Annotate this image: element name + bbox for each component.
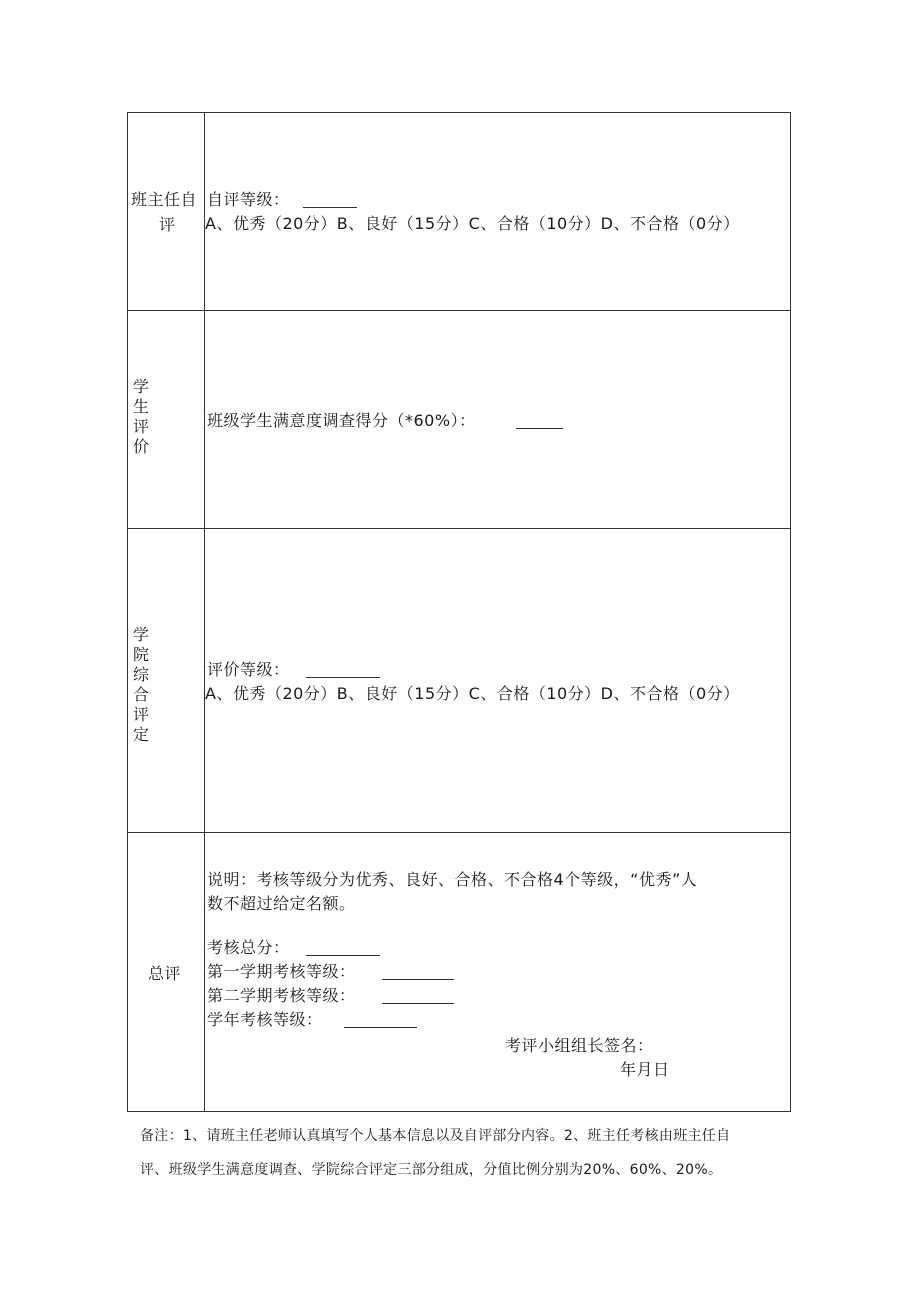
summary-note-line1: 说明：考核等级分为优秀、良好、合格、不合格4个等级，“优秀”人 <box>207 870 698 889</box>
total-score-blank[interactable] <box>306 955 380 956</box>
college-eval-options: A、优秀（20分）B、良好（15分）C、合格（10分）D、不合格（0分） <box>205 684 740 703</box>
total-score-label: 考核总分： <box>207 938 290 957</box>
year-grade-label: 学年考核等级： <box>207 1010 323 1029</box>
self-eval-label-line1: 班主任自 <box>131 190 198 209</box>
self-eval-label-cell <box>128 113 205 310</box>
self-eval-options: A、优秀（20分）B、良好（15分）C、合格（10分）D、不合格（0分） <box>205 214 740 233</box>
term1-grade-label: 第一学期考核等级： <box>207 962 356 981</box>
year-grade-blank[interactable] <box>344 1027 417 1028</box>
summary-label: 总评 <box>148 964 182 983</box>
student-eval-label: 学生评价 <box>132 377 149 456</box>
student-eval-row <box>128 311 790 529</box>
student-eval-content-cell <box>205 311 790 528</box>
student-eval-text: 班级学生满意度调查得分（*60%）： <box>207 411 476 430</box>
college-eval-row <box>128 529 790 833</box>
self-eval-content-cell <box>205 113 790 310</box>
summary-content-cell <box>205 833 790 1111</box>
student-eval-score-blank[interactable] <box>516 428 563 429</box>
college-eval-grade-blank[interactable] <box>306 677 380 678</box>
college-eval-grade-label: 评价等级： <box>207 660 290 679</box>
self-eval-grade-blank[interactable] <box>303 207 357 208</box>
date-label: 年月日 <box>620 1060 670 1079</box>
evaluation-table <box>127 112 791 1112</box>
college-eval-label: 学院综合评定 <box>132 625 149 744</box>
footer-note-line2: 评、班级学生满意度调查、学院综合评定三部分组成，分值比例分别为20%、60%、20%。 <box>140 1162 723 1178</box>
signature-label: 考评小组组长签名： <box>505 1036 654 1055</box>
self-eval-row <box>128 113 790 311</box>
college-eval-label-cell <box>128 529 205 832</box>
summary-label-cell <box>128 833 205 1111</box>
term1-grade-blank[interactable] <box>382 979 454 980</box>
footer-note-line1: 备注：1、请班主任老师认真填写个人基本信息以及自评部分内容。2、班主任考核由班主任自 <box>140 1128 731 1144</box>
college-eval-content-cell <box>205 529 790 832</box>
term2-grade-blank[interactable] <box>382 1003 454 1004</box>
self-eval-label-line2: 评 <box>159 215 176 234</box>
self-eval-grade-label: 自评等级： <box>207 190 290 209</box>
summary-note-line2: 数不超过给定名额。 <box>207 894 356 913</box>
term2-grade-label: 第二学期考核等级： <box>207 986 356 1005</box>
summary-row <box>128 833 790 1111</box>
student-eval-label-cell <box>128 311 205 528</box>
